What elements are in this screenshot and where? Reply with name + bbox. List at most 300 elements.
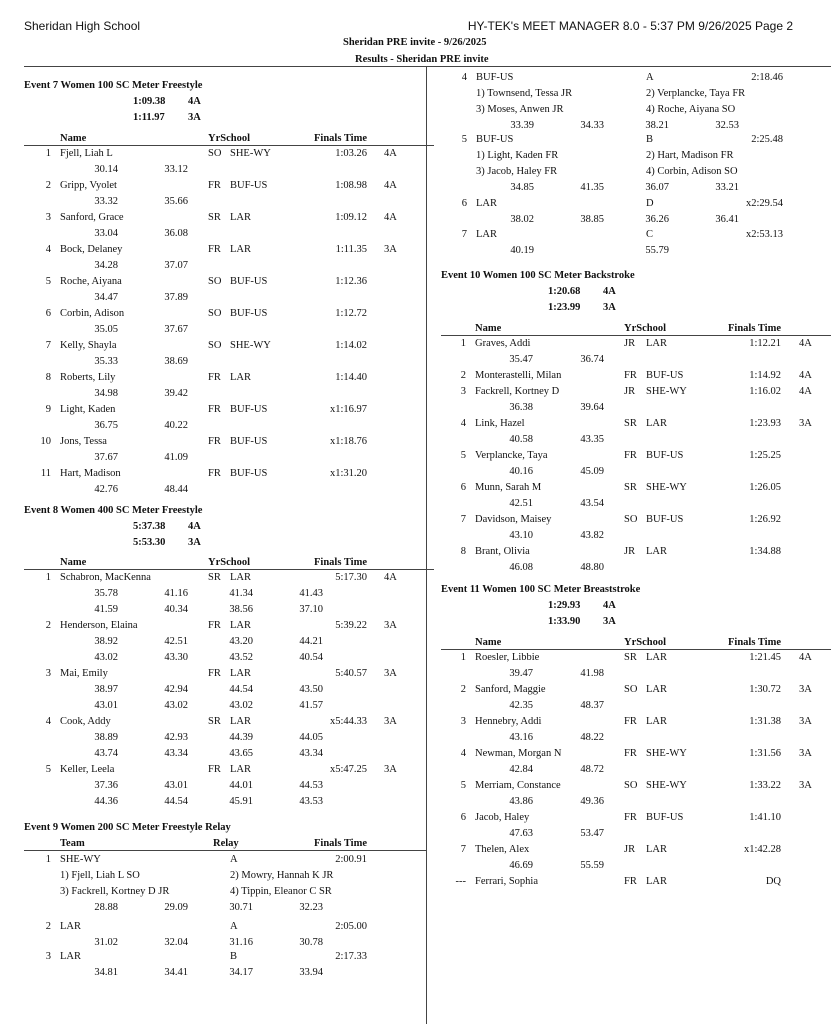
relay-swimmer: 2) Hart, Madison FR: [646, 150, 734, 161]
result-year: SO: [624, 684, 638, 695]
result-split: 39.42: [164, 388, 188, 399]
column-header-name: Name: [475, 637, 502, 648]
relay-split: 33.21: [715, 182, 739, 193]
result-name: Link, Hazel: [475, 418, 525, 429]
result-finals-time: 1:31.56: [749, 748, 781, 759]
relay-swimmer: 1) Fjell, Liah L SO: [60, 870, 140, 881]
result-year: SR: [208, 212, 221, 223]
result-standard: 3A: [384, 620, 397, 631]
standard-label: 3A: [603, 616, 616, 627]
result-split: 37.67: [164, 324, 188, 335]
result-school: BUF-US: [646, 812, 684, 823]
result-finals-time: 1:26.92: [749, 514, 781, 525]
meet-manager-stamp: HY-TEK's MEET MANAGER 8.0 - 5:37 PM 9/26/2025 Page 2: [467, 19, 793, 33]
result-finals-time: x5:47.25: [329, 764, 367, 775]
result-year: SR: [208, 572, 221, 583]
result-place: 2: [45, 180, 51, 191]
result-split: 43.74: [94, 748, 118, 759]
result-year: SO: [208, 148, 222, 159]
standard-time: 5:37.38: [133, 521, 166, 532]
result-split: 34.47: [94, 292, 118, 303]
column-header-finals-time: Finals Time: [314, 838, 367, 849]
result-split: 33.04: [94, 228, 118, 239]
result-split: 43.02: [229, 700, 253, 711]
result-year: FR: [624, 450, 637, 461]
result-year: JR: [624, 844, 636, 855]
relay-split: 28.88: [94, 902, 118, 913]
result-standard: 3A: [799, 418, 812, 429]
result-place: 1: [45, 148, 51, 159]
result-year: FR: [208, 764, 221, 775]
result-school: SHE-WY: [646, 482, 687, 493]
result-name: Hart, Madison: [60, 468, 121, 479]
result-standard: 4A: [799, 338, 812, 349]
result-school: BUF-US: [646, 514, 684, 525]
result-split: 41.34: [229, 588, 253, 599]
result-name: Kelly, Shayla: [60, 340, 117, 351]
relay-split: 32.23: [299, 902, 323, 913]
relay-letter: C: [646, 229, 654, 240]
result-place: 3: [45, 668, 51, 679]
result-split: 36.75: [94, 420, 118, 431]
result-finals-time: 5:39.22: [335, 620, 367, 631]
result-year: JR: [624, 546, 636, 557]
result-split: 41.59: [94, 604, 118, 615]
relay-team: BUF-US: [476, 134, 514, 145]
result-split: 43.16: [509, 732, 533, 743]
result-year: FR: [208, 668, 221, 679]
relay-finals-time: x2:29.54: [745, 198, 783, 209]
result-split: 35.33: [94, 356, 118, 367]
result-school: LAR: [230, 668, 251, 679]
result-finals-time: 1:14.02: [335, 340, 367, 351]
result-split: 35.05: [94, 324, 118, 335]
relay-letter: A: [646, 72, 654, 83]
result-split: 44.54: [229, 684, 253, 695]
event-title: Event 8 Women 400 SC Meter Freestyle: [24, 505, 203, 516]
result-name: Keller, Leela: [60, 764, 115, 775]
relay-swimmer: 4) Corbin, Adison SO: [646, 166, 738, 177]
result-split: 48.80: [580, 562, 604, 573]
result-split: 43.35: [580, 434, 604, 445]
result-finals-time: x1:16.97: [329, 404, 367, 415]
result-split: 42.84: [509, 764, 533, 775]
result-year: FR: [208, 468, 221, 479]
result-finals-time: 1:16.02: [749, 386, 781, 397]
result-year: SO: [208, 340, 222, 351]
result-finals-time: 1:26.05: [749, 482, 781, 493]
result-split: 48.44: [164, 484, 188, 495]
relay-swimmer: 1) Light, Kaden FR: [476, 150, 559, 161]
result-place: 3: [45, 212, 51, 223]
column-header-rule: [24, 569, 434, 570]
result-name: Schabron, MacKenna: [60, 572, 151, 583]
results-subtitle: Results - Sheridan PRE invite: [355, 54, 489, 65]
result-split: 47.63: [509, 828, 533, 839]
result-name: Cook, Addy: [60, 716, 111, 727]
result-name: Henderson, Elaina: [60, 620, 138, 631]
result-school: LAR: [646, 652, 667, 663]
result-split: 42.51: [509, 498, 533, 509]
column-header-rule: [441, 335, 831, 336]
relay-split: 30.71: [229, 902, 253, 913]
relay-split: 34.85: [510, 182, 534, 193]
result-finals-time: x1:42.28: [743, 844, 781, 855]
result-year: FR: [208, 372, 221, 383]
relay-split: 34.41: [164, 967, 188, 978]
result-finals-time: 1:14.92: [749, 370, 781, 381]
result-split: 35.78: [94, 588, 118, 599]
result-finals-time: 1:23.93: [749, 418, 781, 429]
result-year: JR: [624, 386, 636, 397]
result-split: 34.98: [94, 388, 118, 399]
result-place: ---: [455, 876, 466, 887]
result-split: 44.53: [299, 780, 323, 791]
result-split: 44.21: [299, 636, 323, 647]
relay-letter: A: [230, 921, 238, 932]
result-split: 39.47: [509, 668, 533, 679]
result-split: 43.02: [94, 652, 118, 663]
relay-swimmer: 3) Fackrell, Kortney D JR: [60, 886, 170, 897]
result-year: FR: [208, 244, 221, 255]
result-split: 34.28: [94, 260, 118, 271]
result-place: 4: [45, 716, 51, 727]
result-split: 36.38: [509, 402, 533, 413]
standard-time: 1:33.90: [548, 616, 581, 627]
result-split: 42.51: [164, 636, 188, 647]
result-place: 1: [460, 652, 466, 663]
result-finals-time: 1:11.35: [335, 244, 367, 255]
result-split: 42.93: [164, 732, 188, 743]
column-header-yrschool: YrSchool: [624, 323, 666, 334]
result-finals-time: 5:17.30: [335, 572, 367, 583]
result-place: 2: [460, 684, 466, 695]
result-name: Newman, Morgan N: [475, 748, 562, 759]
result-school: BUF-US: [646, 370, 684, 381]
result-school: BUF-US: [230, 404, 268, 415]
result-school: LAR: [646, 684, 667, 695]
result-school: BUF-US: [230, 308, 268, 319]
result-split: 48.72: [580, 764, 604, 775]
result-split: 41.43: [299, 588, 323, 599]
result-school: SHE-WY: [646, 780, 687, 791]
result-name: Roesler, Libbie: [475, 652, 540, 663]
relay-swimmer: 4) Roche, Aiyana SO: [646, 104, 736, 115]
relay-swimmer: 3) Jacob, Haley FR: [476, 166, 558, 177]
result-standard: 4A: [384, 180, 397, 191]
result-name: Monterastelli, Milan: [475, 370, 562, 381]
result-school: LAR: [230, 572, 251, 583]
result-name: Brant, Olivia: [475, 546, 530, 557]
result-split: 43.82: [580, 530, 604, 541]
result-finals-time: 1:33.22: [749, 780, 781, 791]
result-name: Munn, Sarah M: [475, 482, 542, 493]
result-year: SR: [624, 652, 637, 663]
result-school: BUF-US: [230, 468, 268, 479]
relay-place: 2: [45, 921, 51, 932]
result-finals-time: 1:12.21: [749, 338, 781, 349]
relay-split: 55.79: [645, 245, 669, 256]
result-place: 4: [45, 244, 51, 255]
relay-finals-time: x2:53.13: [745, 229, 783, 240]
result-year: FR: [208, 180, 221, 191]
relay-swimmer: 2) Verplancke, Taya FR: [646, 88, 746, 99]
relay-split: 33.39: [510, 120, 534, 131]
result-year: SR: [624, 418, 637, 429]
result-school: SHE-WY: [646, 386, 687, 397]
column-divider: [426, 66, 427, 1024]
result-split: 43.52: [229, 652, 253, 663]
result-split: 33.12: [164, 164, 188, 175]
relay-split: 29.09: [164, 902, 188, 913]
result-standard: 4A: [799, 370, 812, 381]
result-split: 43.53: [299, 796, 323, 807]
result-name: Graves, Addi: [475, 338, 531, 349]
relay-split: 32.53: [715, 120, 739, 131]
result-year: SR: [624, 482, 637, 493]
relay-letter: A: [230, 854, 238, 865]
relay-split: 40.19: [510, 245, 534, 256]
result-place: 8: [460, 546, 466, 557]
result-split: 46.08: [509, 562, 533, 573]
standard-label: 3A: [603, 302, 616, 313]
result-split: 38.69: [164, 356, 188, 367]
relay-letter: B: [646, 134, 654, 145]
result-split: 37.10: [299, 604, 323, 615]
result-school: LAR: [646, 338, 667, 349]
standard-time: 1:20.68: [548, 286, 581, 297]
result-school: LAR: [646, 546, 667, 557]
event-title: Event 10 Women 100 SC Meter Backstroke: [441, 270, 635, 281]
relay-split: 31.16: [229, 937, 253, 948]
result-place: 6: [460, 482, 466, 493]
result-name: Sanford, Maggie: [475, 684, 546, 695]
result-name: Merriam, Constance: [475, 780, 561, 791]
result-split: 39.64: [580, 402, 604, 413]
result-name: Verplancke, Taya: [475, 450, 548, 461]
column-header-name: Name: [60, 133, 87, 144]
column-header-rule: [24, 145, 434, 146]
column-header-relay: Relay: [213, 838, 239, 849]
result-standard: 4A: [384, 572, 397, 583]
result-split: 33.32: [94, 196, 118, 207]
result-school: LAR: [230, 372, 251, 383]
relay-team: BUF-US: [476, 72, 514, 83]
relay-letter: D: [646, 198, 654, 209]
result-name: Fjell, Liah L: [60, 148, 113, 159]
result-split: 43.34: [299, 748, 323, 759]
relay-letter: B: [230, 951, 238, 962]
standard-label: 4A: [603, 286, 616, 297]
result-name: Thelen, Alex: [475, 844, 530, 855]
result-split: 40.54: [299, 652, 323, 663]
result-split: 43.30: [164, 652, 188, 663]
relay-place: 6: [461, 198, 467, 209]
result-place: 7: [460, 844, 466, 855]
result-split: 38.56: [229, 604, 253, 615]
result-school: LAR: [230, 620, 251, 631]
result-year: FR: [624, 812, 637, 823]
meet-title: Sheridan PRE invite - 9/26/2025: [343, 37, 487, 48]
result-name: Mai, Emily: [60, 668, 108, 679]
result-split: 40.34: [164, 604, 188, 615]
relay-split: 36.07: [645, 182, 669, 193]
result-split: 43.10: [509, 530, 533, 541]
result-split: 37.89: [164, 292, 188, 303]
result-finals-time: x5:44.33: [329, 716, 367, 727]
result-place: 8: [45, 372, 51, 383]
relay-split: 36.26: [645, 214, 669, 225]
result-split: 44.39: [229, 732, 253, 743]
result-split: 37.36: [94, 780, 118, 791]
relay-swimmer: 3) Moses, Anwen JR: [476, 104, 564, 115]
result-split: 40.22: [164, 420, 188, 431]
relay-split: 38.21: [645, 120, 669, 131]
result-split: 36.74: [580, 354, 604, 365]
result-name: Jons, Tessa: [60, 436, 107, 447]
result-year: SR: [208, 716, 221, 727]
result-place: 5: [45, 764, 51, 775]
result-place: 6: [45, 308, 51, 319]
result-year: JR: [624, 338, 636, 349]
relay-split: 36.41: [715, 214, 739, 225]
event-title: Event 7 Women 100 SC Meter Freestyle: [24, 80, 203, 91]
result-finals-time: 1:21.45: [749, 652, 781, 663]
result-name: Bock, Delaney: [60, 244, 123, 255]
result-finals-time: 1:12.72: [335, 308, 367, 319]
column-header-name: Name: [60, 557, 87, 568]
standard-label: 4A: [188, 96, 201, 107]
result-split: 35.47: [509, 354, 533, 365]
result-standard: 4A: [384, 212, 397, 223]
result-place: 7: [460, 514, 466, 525]
result-school: BUF-US: [230, 180, 268, 191]
result-finals-time: 1:14.40: [335, 372, 367, 383]
result-split: 44.54: [164, 796, 188, 807]
result-standard: 4A: [799, 386, 812, 397]
result-place: 3: [460, 716, 466, 727]
result-name: Light, Kaden: [60, 404, 116, 415]
relay-split: 38.85: [580, 214, 604, 225]
result-finals-time: 1:31.38: [749, 716, 781, 727]
result-school: SHE-WY: [230, 148, 271, 159]
result-split: 44.36: [94, 796, 118, 807]
result-year: SO: [624, 514, 638, 525]
result-place: 2: [460, 370, 466, 381]
result-standard: 3A: [799, 684, 812, 695]
relay-finals-time: 2:00.91: [335, 854, 367, 865]
result-place: 5: [45, 276, 51, 287]
result-school: LAR: [230, 764, 251, 775]
result-standard: 4A: [384, 148, 397, 159]
column-header-finals-time: Finals Time: [314, 133, 367, 144]
result-standard: 3A: [384, 716, 397, 727]
result-standard: 3A: [384, 244, 397, 255]
result-year: SO: [208, 276, 222, 287]
result-split: 46.69: [509, 860, 533, 871]
result-school: LAR: [646, 418, 667, 429]
result-finals-time: 1:09.12: [335, 212, 367, 223]
relay-finals-time: 2:25.48: [751, 134, 783, 145]
standard-time: 1:11.97: [133, 112, 165, 123]
result-school: LAR: [646, 716, 667, 727]
header-rule: [24, 66, 831, 67]
standard-label: 4A: [188, 521, 201, 532]
relay-team: SHE-WY: [60, 854, 101, 865]
result-split: 44.05: [299, 732, 323, 743]
result-split: 44.01: [229, 780, 253, 791]
relay-team: LAR: [476, 198, 497, 209]
result-split: 43.50: [299, 684, 323, 695]
column-header-finals-time: Finals Time: [728, 637, 781, 648]
result-split: 43.01: [94, 700, 118, 711]
result-split: 40.16: [509, 466, 533, 477]
result-place: 4: [460, 418, 466, 429]
result-split: 45.09: [580, 466, 604, 477]
result-split: 43.02: [164, 700, 188, 711]
relay-place: 5: [461, 134, 467, 145]
result-school: BUF-US: [646, 450, 684, 461]
result-split: 38.92: [94, 636, 118, 647]
standard-time: 1:29.93: [548, 600, 581, 611]
relay-team: LAR: [60, 951, 81, 962]
event-title: Event 11 Women 100 SC Meter Breaststroke: [441, 584, 641, 595]
result-split: 43.01: [164, 780, 188, 791]
result-finals-time: DQ: [765, 876, 781, 887]
result-place: 1: [45, 572, 51, 583]
relay-finals-time: 2:17.33: [335, 951, 367, 962]
relay-split: 32.04: [164, 937, 188, 948]
result-name: Corbin, Adison: [60, 308, 125, 319]
relay-split: 38.02: [510, 214, 534, 225]
column-header-yrschool: YrSchool: [624, 637, 666, 648]
result-name: Sanford, Grace: [60, 212, 124, 223]
result-year: FR: [208, 436, 221, 447]
result-school: BUF-US: [230, 436, 268, 447]
result-school: LAR: [230, 716, 251, 727]
result-place: 7: [45, 340, 51, 351]
column-header-team: Team: [60, 838, 85, 849]
event-title: Event 9 Women 200 SC Meter Freestyle Relay: [24, 822, 231, 833]
result-year: FR: [624, 876, 637, 887]
result-split: 42.35: [509, 700, 533, 711]
school-name: Sheridan High School: [24, 19, 141, 33]
result-name: Ferrari, Sophia: [475, 876, 538, 887]
relay-finals-time: 2:05.00: [335, 921, 367, 932]
result-year: SO: [208, 308, 222, 319]
relay-split: 34.33: [580, 120, 604, 131]
result-place: 2: [45, 620, 51, 631]
relay-swimmer: 1) Townsend, Tessa JR: [476, 88, 573, 99]
result-year: FR: [624, 748, 637, 759]
result-finals-time: 5:40.57: [335, 668, 367, 679]
column-header-yrschool: YrSchool: [208, 133, 250, 144]
relay-split: 33.94: [299, 967, 323, 978]
result-year: FR: [208, 620, 221, 631]
result-year: FR: [624, 370, 637, 381]
result-finals-time: 1:08.98: [335, 180, 367, 191]
result-split: 42.94: [164, 684, 188, 695]
relay-finals-time: 2:18.46: [751, 72, 783, 83]
relay-swimmer: 2) Mowry, Hannah K JR: [230, 870, 334, 881]
relay-split: 34.17: [229, 967, 253, 978]
result-year: FR: [624, 716, 637, 727]
result-finals-time: 1:30.72: [749, 684, 781, 695]
result-split: 42.76: [94, 484, 118, 495]
result-place: 5: [460, 780, 466, 791]
result-school: LAR: [646, 876, 667, 887]
result-year: SO: [624, 780, 638, 791]
